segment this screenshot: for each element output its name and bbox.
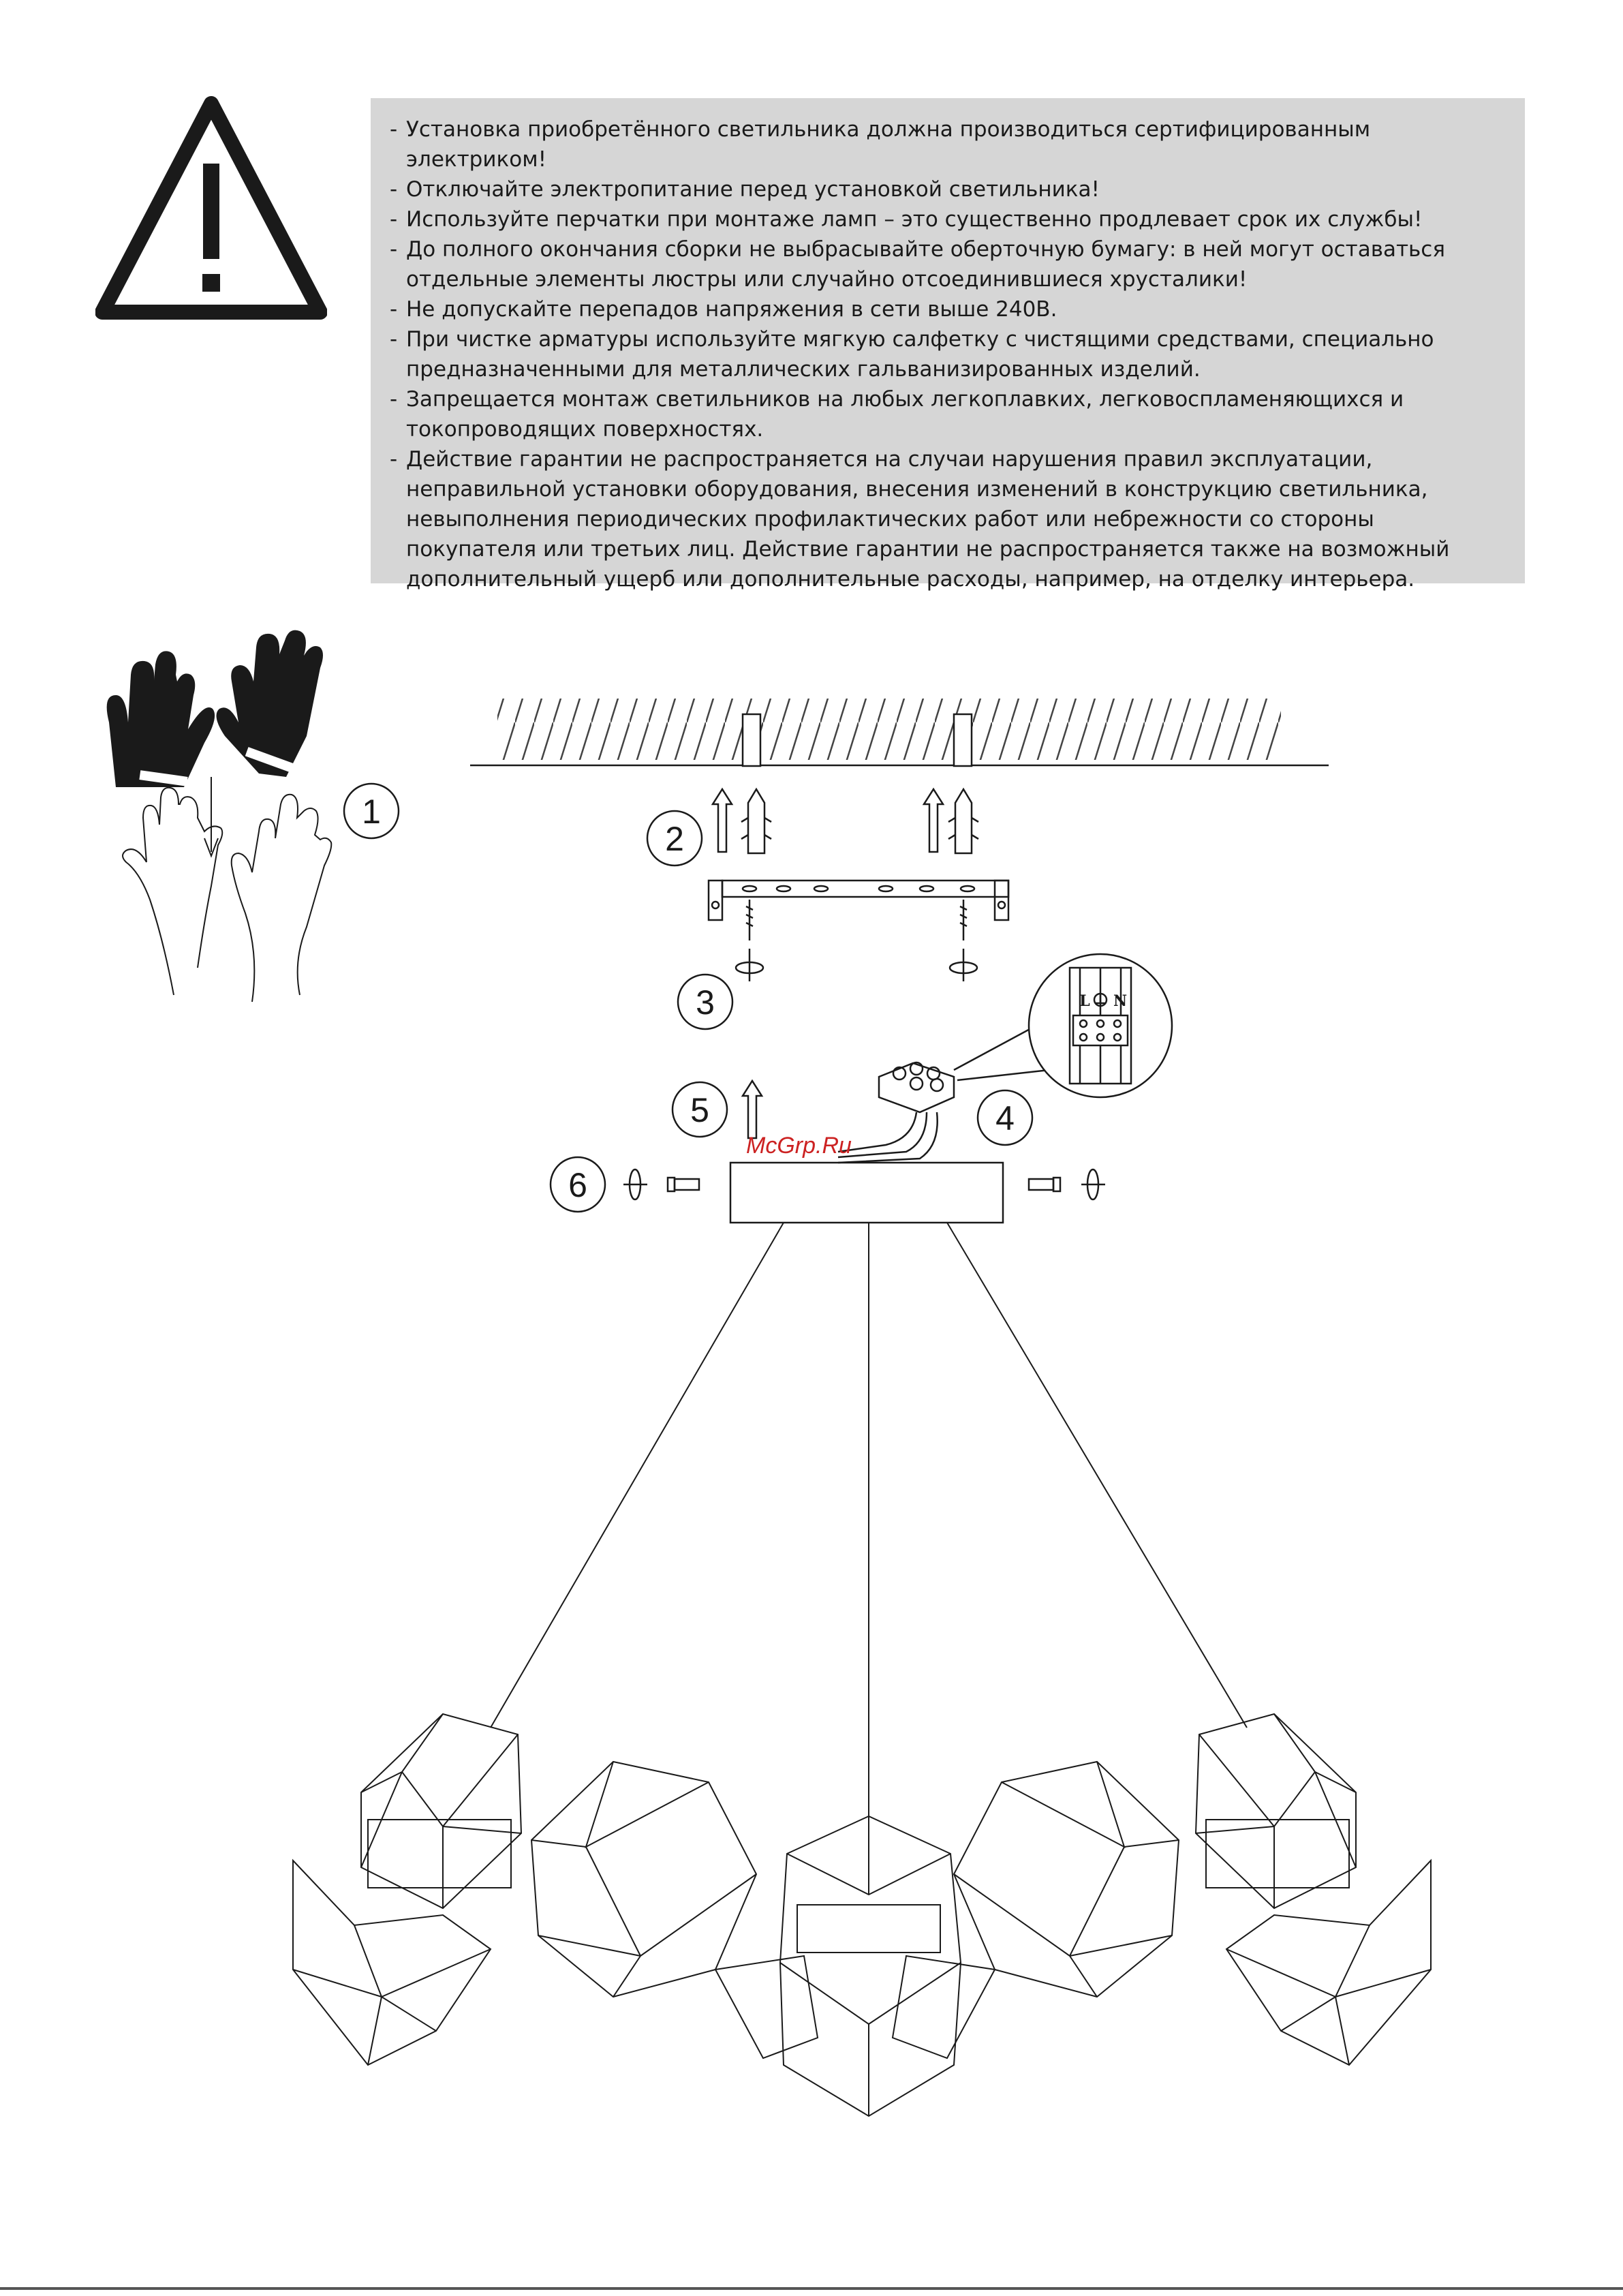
warning-item: - Отключайте электропитание перед установкой светильника! [390,174,1506,204]
step-5-label: 5 [690,1091,709,1129]
step-2-label: 2 [665,820,684,858]
suspension-cables [491,1223,1247,1816]
terminal-live-label: L [1079,992,1090,1010]
warning-item: - Запрещается монтаж светильников на любых легкоплавких, легковоспламеняющихся и токопроводящих поверхностях. [390,384,1506,444]
terminal-zoom-detail [1029,954,1172,1097]
ceiling [470,699,1329,766]
arrow-down-icon [204,777,218,856]
wall-plug-icon [741,789,978,853]
warning-item: - Действие гарантии не распространяется на случаи нарушения правил эксплуатации, неправильной установки оборудования, внесения изменений в конструкцию светильника, невыполнения периодических профилактических работ или небрежности со стороны покупателя или третьих лиц. Действие гарантии не распространяется также на возможный дополнительный ущерб или дополнительные расходы, например, на отделку интерьера. [390,444,1506,594]
warning-item: - Используйте перчатки при монтаже ламп – это существенно продлевает срок их службы! [390,204,1506,234]
warning-item: - При чистке арматуры используйте мягкую салфетку с чистящими средствами, специально предназначенными для металлических гальванизированных изделий. [390,324,1506,384]
side-screw-icon [623,1169,1105,1199]
safety-warnings-box [371,98,1525,592]
watermark: McGrp.Ru [746,1133,852,1159]
warning-item: - Не допускайте перепадов напряжения в сети выше 240В. [390,294,1506,324]
arrow-up-icon [713,789,943,852]
terminal-neutral-label: N [1113,992,1128,1010]
chandelier-shades [293,1714,1431,2116]
arrow-up-icon [743,1081,762,1138]
bottom-rule [0,2287,1623,2290]
canopy [730,1163,1003,1223]
screwdriver-rotation-icon [736,949,977,981]
warning-item: - До полного окончания сборки не выбрасывайте оберточную бумагу: в ней могут оставаться отдельные элементы люстры или случайно отсоединившиеся хрусталики! [390,234,1506,294]
installation-diagram [0,600,1623,2235]
step-3-label: 3 [696,983,715,1022]
screw-icon [746,900,967,940]
terminal-block [838,1062,954,1163]
bare-hands-icon [123,788,331,1002]
gloves-icon [107,630,323,787]
step-6-label: 6 [568,1166,587,1204]
safety-warnings-list [390,114,1506,594]
step-1-label: 1 [362,793,381,831]
step-4-label: 4 [995,1099,1015,1137]
warning-triangle-icon [95,95,327,327]
warning-item: - Установка приобретённого светильника должна производиться сертифицированным электриком! [390,114,1506,174]
zoom-leader-line [957,1070,1049,1080]
